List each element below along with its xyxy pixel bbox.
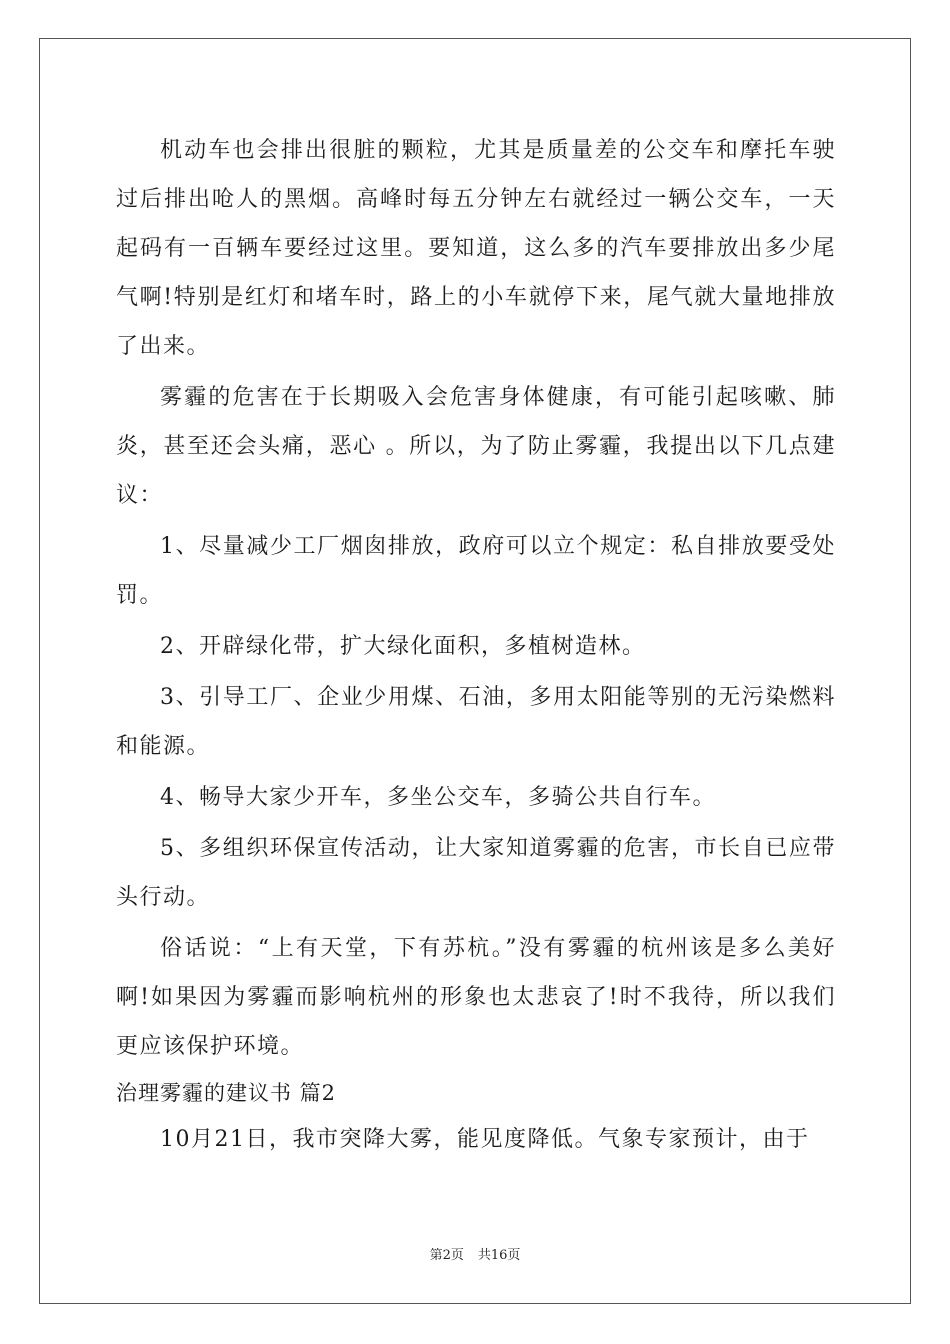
suggestion-item-3: 3、引导工厂、企业少用煤、石油，多用太阳能等别的无污染燃料和能源。 <box>116 685 836 759</box>
page-number: 第2页 <box>429 1248 464 1263</box>
section-2-first-paragraph: 10月21日，我市突降大雾，能见度降低。气象专家预计，由于 <box>160 1127 810 1152</box>
paragraph-vehicle-emissions: 机动车也会排出很脏的颗粒，尤其是质量差的公交车和摩托车驶过后排出呛人的黑烟。高峰时每五分钟左右就经过一辆公交车，一天起码有一百辆车要经过这里。要知道，这么多的汽车要排放出多少尾气啊!特别是红灯和堵车时，路上的小车就停下来，尾气就大量地排放了出来。 <box>116 138 836 359</box>
paragraph-conclusion: 俗话说：“上有天堂，下有苏杭。”没有雾霾的杭州该是多么美好啊!如果因为雾霾而影响杭州的形象也太悲哀了!时不我待，所以我们更应该保护环境。 <box>116 936 836 1059</box>
section-heading: 治理雾霾的建议书 篇2 <box>116 1081 337 1105</box>
page-total: 共16页 <box>477 1248 521 1263</box>
document-body <box>116 126 836 1164</box>
suggestion-item-4: 4、畅导大家少开车，多坐公交车，多骑公共自行车。 <box>160 785 716 810</box>
suggestion-item-1: 1、尽量减少工厂烟囱排放，政府可以立个规定：私自排放要受处罚。 <box>116 534 836 608</box>
page-footer <box>0 1248 950 1264</box>
paragraph-smog-harm: 雾霾的危害在于长期吸入会危害身体健康，有可能引起咳嗽、肺炎，甚至还会头痛，恶心 。所以，为了防止雾霾，我提出以下几点建议： <box>116 385 836 508</box>
suggestion-item-2: 2、开辟绿化带，扩大绿化面积，多植树造林。 <box>160 634 646 659</box>
suggestion-item-5: 5、多组织环保宣传活动，让大家知道雾霾的危害，市长自已应带头行动。 <box>116 836 836 910</box>
